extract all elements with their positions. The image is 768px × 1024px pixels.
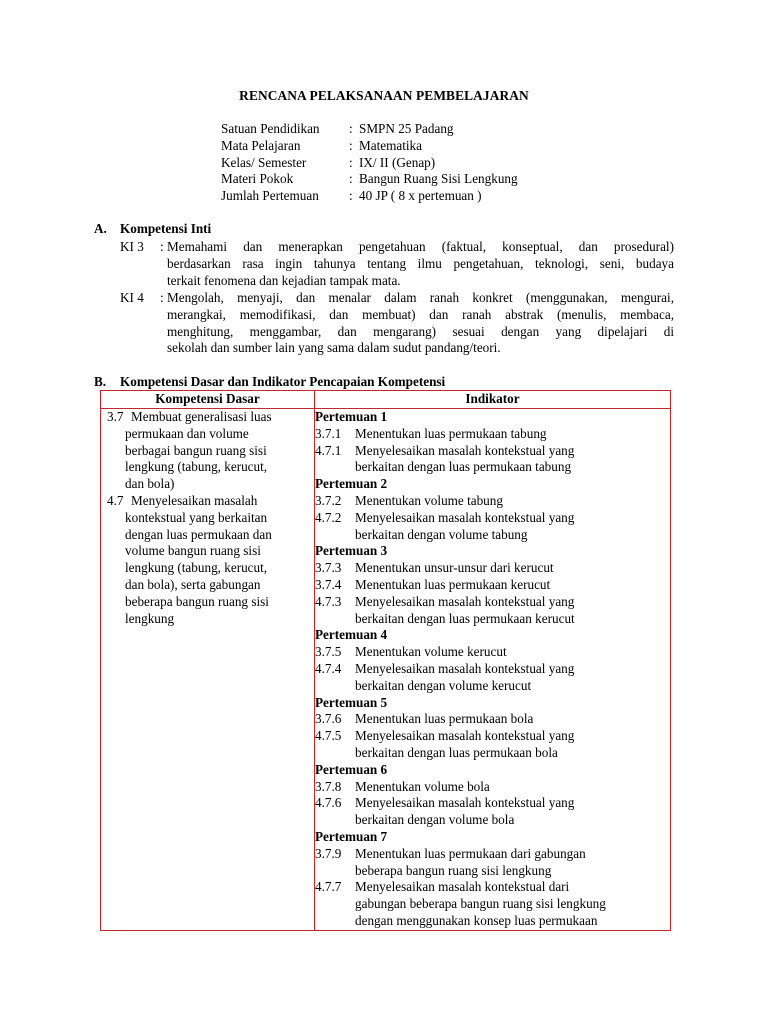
- ki-text-line: terkait fenomena dan kejadian tampak mata.: [167, 272, 401, 288]
- identity-separator: :: [349, 188, 353, 204]
- kd-text-line: lengkung (tabung, kerucut,: [125, 459, 268, 475]
- indicator-item: [315, 644, 670, 661]
- indicator-number: 4.7.3: [315, 593, 342, 609]
- header-kompetensi-dasar: Kompetensi Dasar: [101, 391, 315, 409]
- indicator-item: [315, 493, 670, 510]
- kd-item: [101, 409, 314, 493]
- indicator-text-line: beberapa bangun ruang sisi lengkung: [355, 862, 552, 878]
- kd-text-line: dan bola), serta gabungan: [125, 576, 261, 592]
- indicator-text-line: gabungan beberapa bangun ruang sisi lengkung: [355, 896, 606, 912]
- identity-value: Bangun Ruang Sisi Lengkung: [359, 171, 518, 187]
- indicator-item: [315, 443, 670, 477]
- indicator-number: 3.7.6: [315, 711, 342, 727]
- indicator-number: 4.7.6: [315, 795, 342, 811]
- identity-value: 40 JP ( 8 x pertemuan ): [359, 188, 482, 204]
- indicator-text-line: Menyelesaikan masalah kontekstual yang: [355, 660, 575, 676]
- meeting-title: Pertemuan 4: [315, 627, 388, 643]
- kd-text-line: Menyelesaikan masalah: [131, 492, 258, 508]
- ki-text-line: merangkai, memodifikasi, dan membuat) dan ranah abstrak (menulis, membaca,: [167, 306, 674, 322]
- indicator-number: 3.7.3: [315, 560, 342, 576]
- table-header-row: [101, 391, 671, 409]
- indicator-item: [315, 661, 670, 695]
- indicator-text-line: berkaitan dengan luas permukaan bola: [355, 744, 558, 760]
- section-b-letter: B.: [94, 374, 107, 389]
- indicator-item: [315, 846, 670, 880]
- indicator-item: [315, 728, 670, 762]
- indicator-number: 4.7.7: [315, 879, 342, 895]
- kd-text-line: dengan luas permukaan dan: [125, 526, 272, 542]
- identity-value: IX/ II (Genap): [359, 154, 436, 170]
- kd-text-line: permukaan dan volume: [125, 425, 249, 441]
- kd-text-line: berbagai bangun ruang sisi: [125, 442, 267, 458]
- identity-row: [221, 138, 518, 155]
- indicator-number: 4.7.4: [315, 660, 342, 676]
- meeting-title: Pertemuan 6: [315, 761, 388, 777]
- identity-separator: :: [349, 121, 353, 136]
- indicator-number: 3.7.1: [315, 425, 342, 441]
- indicator-text-line: Menentukan volume bola: [355, 778, 490, 794]
- identity-label: Materi Pokok: [221, 171, 294, 187]
- kd-item: [101, 493, 314, 627]
- indicator-number: 3.7.4: [315, 576, 342, 592]
- indicator-text-line: Menentukan volume tabung: [355, 492, 503, 508]
- indicator-item: [315, 879, 670, 929]
- identity-value: Matematika: [359, 137, 422, 153]
- indicator-text-line: Menyelesaikan masalah kontekstual yang: [355, 509, 575, 525]
- ki-text-line: Memahami dan menerapkan pengetahuan (faktual, konseptual, dan prosedural): [167, 239, 674, 254]
- meeting-title: Pertemuan 7: [315, 828, 388, 844]
- section-a-title: Kompetensi Inti: [120, 221, 212, 236]
- identity-block: [221, 121, 518, 205]
- ki-text-line: sekolah dan sumber lain yang sama dalam sudut pandang/teori.: [167, 340, 501, 356]
- indicator-number: 3.7.8: [315, 778, 342, 794]
- indicator-text-line: berkaitan dengan volume kerucut: [355, 677, 532, 693]
- meeting-title: Pertemuan 2: [315, 476, 388, 492]
- indicator-text-line: berkaitan dengan volume bola: [355, 812, 515, 828]
- section-a-heading: [94, 221, 211, 238]
- indicator-cell: [315, 409, 671, 931]
- indicator-text-line: Menyelesaikan masalah kontekstual yang: [355, 728, 575, 744]
- indicator-text-line: Menentukan luas permukaan dari gabungan: [355, 845, 586, 861]
- meeting-title: Pertemuan 5: [315, 694, 388, 710]
- kd-text-line: kontekstual yang berkaitan: [125, 509, 268, 525]
- kd-text-line: lengkung (tabung, kerucut,: [125, 560, 268, 576]
- indicator-number: 3.7.5: [315, 644, 342, 660]
- ki-code: KI 3: [120, 239, 144, 254]
- kd-text-line: lengkung: [125, 610, 175, 626]
- indicator-number: 4.7.5: [315, 728, 342, 744]
- indicator-text-line: Menyelesaikan masalah kontekstual yang: [355, 593, 575, 609]
- indicator-text-line: berkaitan dengan volume tabung: [355, 526, 528, 542]
- ki-colon: :: [160, 290, 164, 305]
- indicator-item: [315, 594, 670, 628]
- indicator-item: [315, 779, 670, 796]
- kd-text-line: volume bangun ruang sisi: [125, 543, 261, 559]
- indicator-text-line: Menentukan luas permukaan kerucut: [355, 576, 551, 592]
- ki-code: KI 4: [120, 290, 144, 305]
- indicator-text-line: berkaitan dengan luas permukaan kerucut: [355, 610, 575, 626]
- indicator-text-line: Menentukan volume kerucut: [355, 644, 507, 660]
- kd-text-line: dan bola): [125, 476, 175, 492]
- identity-value: SMPN 25 Padang: [359, 121, 454, 136]
- ki-text-line: berdasarkan rasa ingin tahunya tentang ilmu pengetahuan, teknologi, seni, budaya: [167, 255, 674, 271]
- kd-cell: [101, 409, 315, 931]
- identity-label: Mata Pelajaran: [221, 137, 301, 153]
- indicator-number: 3.7.2: [315, 492, 342, 508]
- indicator-text-line: Menentukan luas permukaan bola: [355, 711, 534, 727]
- ki-text-line: Mengolah, menyaji, dan menalar dalam ranah konkret (menggunakan, mengurai,: [167, 290, 674, 305]
- identity-label: Kelas/ Semester: [221, 154, 307, 170]
- kd-text-line: Membuat generalisasi luas: [131, 409, 272, 424]
- ki-colon: :: [160, 239, 164, 254]
- indicator-text-line: berkaitan dengan luas permukaan tabung: [355, 459, 572, 475]
- meeting-title: Pertemuan 3: [315, 543, 388, 559]
- kd-number: 4.7: [107, 492, 124, 508]
- indicator-text-line: Menentukan luas permukaan tabung: [355, 425, 547, 441]
- indicator-item: [315, 795, 670, 829]
- indicator-text-line: Menyelesaikan masalah kontekstual yang: [355, 795, 575, 811]
- indicator-number: 4.7.1: [315, 442, 342, 458]
- header-indikator: Indikator: [315, 391, 671, 409]
- identity-separator: :: [349, 171, 353, 187]
- section-a-letter: A.: [94, 221, 107, 236]
- indicator-number: 3.7.9: [315, 845, 342, 861]
- identity-label: Satuan Pendidikan: [221, 121, 320, 136]
- meeting-title: Pertemuan 1: [315, 409, 388, 424]
- indicator-text-line: dengan menggunakan konsep luas permukaan: [355, 912, 598, 928]
- indicator-item: [315, 560, 670, 577]
- indicator-item: [315, 577, 670, 594]
- identity-row: [221, 171, 518, 188]
- competency-table: [100, 390, 671, 931]
- section-b-heading: [94, 374, 445, 391]
- ki-text-line: menghitung, menggambar, dan mengarang) sesuai dengan yang dipelajari di: [167, 323, 674, 339]
- indicator-text-line: Menyelesaikan masalah kontekstual dari: [355, 879, 570, 895]
- identity-label: Jumlah Pertemuan: [221, 188, 319, 204]
- indicator-number: 4.7.2: [315, 509, 342, 525]
- identity-separator: :: [349, 154, 353, 170]
- section-b-title: Kompetensi Dasar dan Indikator Pencapaian Kompetensi: [120, 374, 446, 389]
- indicator-text-line: Menentukan unsur-unsur dari kerucut: [355, 560, 554, 576]
- identity-row: [221, 188, 518, 205]
- document-title: RENCANA PELAKSANAAN PEMBELAJARAN: [239, 88, 529, 103]
- indicator-item: [315, 426, 670, 443]
- identity-row: [221, 121, 518, 138]
- indicator-text-line: Menyelesaikan masalah kontekstual yang: [355, 442, 575, 458]
- kd-number: 3.7: [107, 409, 124, 424]
- indicator-item: [315, 510, 670, 544]
- table-row: [101, 409, 671, 931]
- kd-text-line: beberapa bangun ruang sisi: [125, 593, 269, 609]
- identity-separator: :: [349, 137, 353, 153]
- indicator-item: [315, 711, 670, 728]
- identity-row: [221, 155, 518, 172]
